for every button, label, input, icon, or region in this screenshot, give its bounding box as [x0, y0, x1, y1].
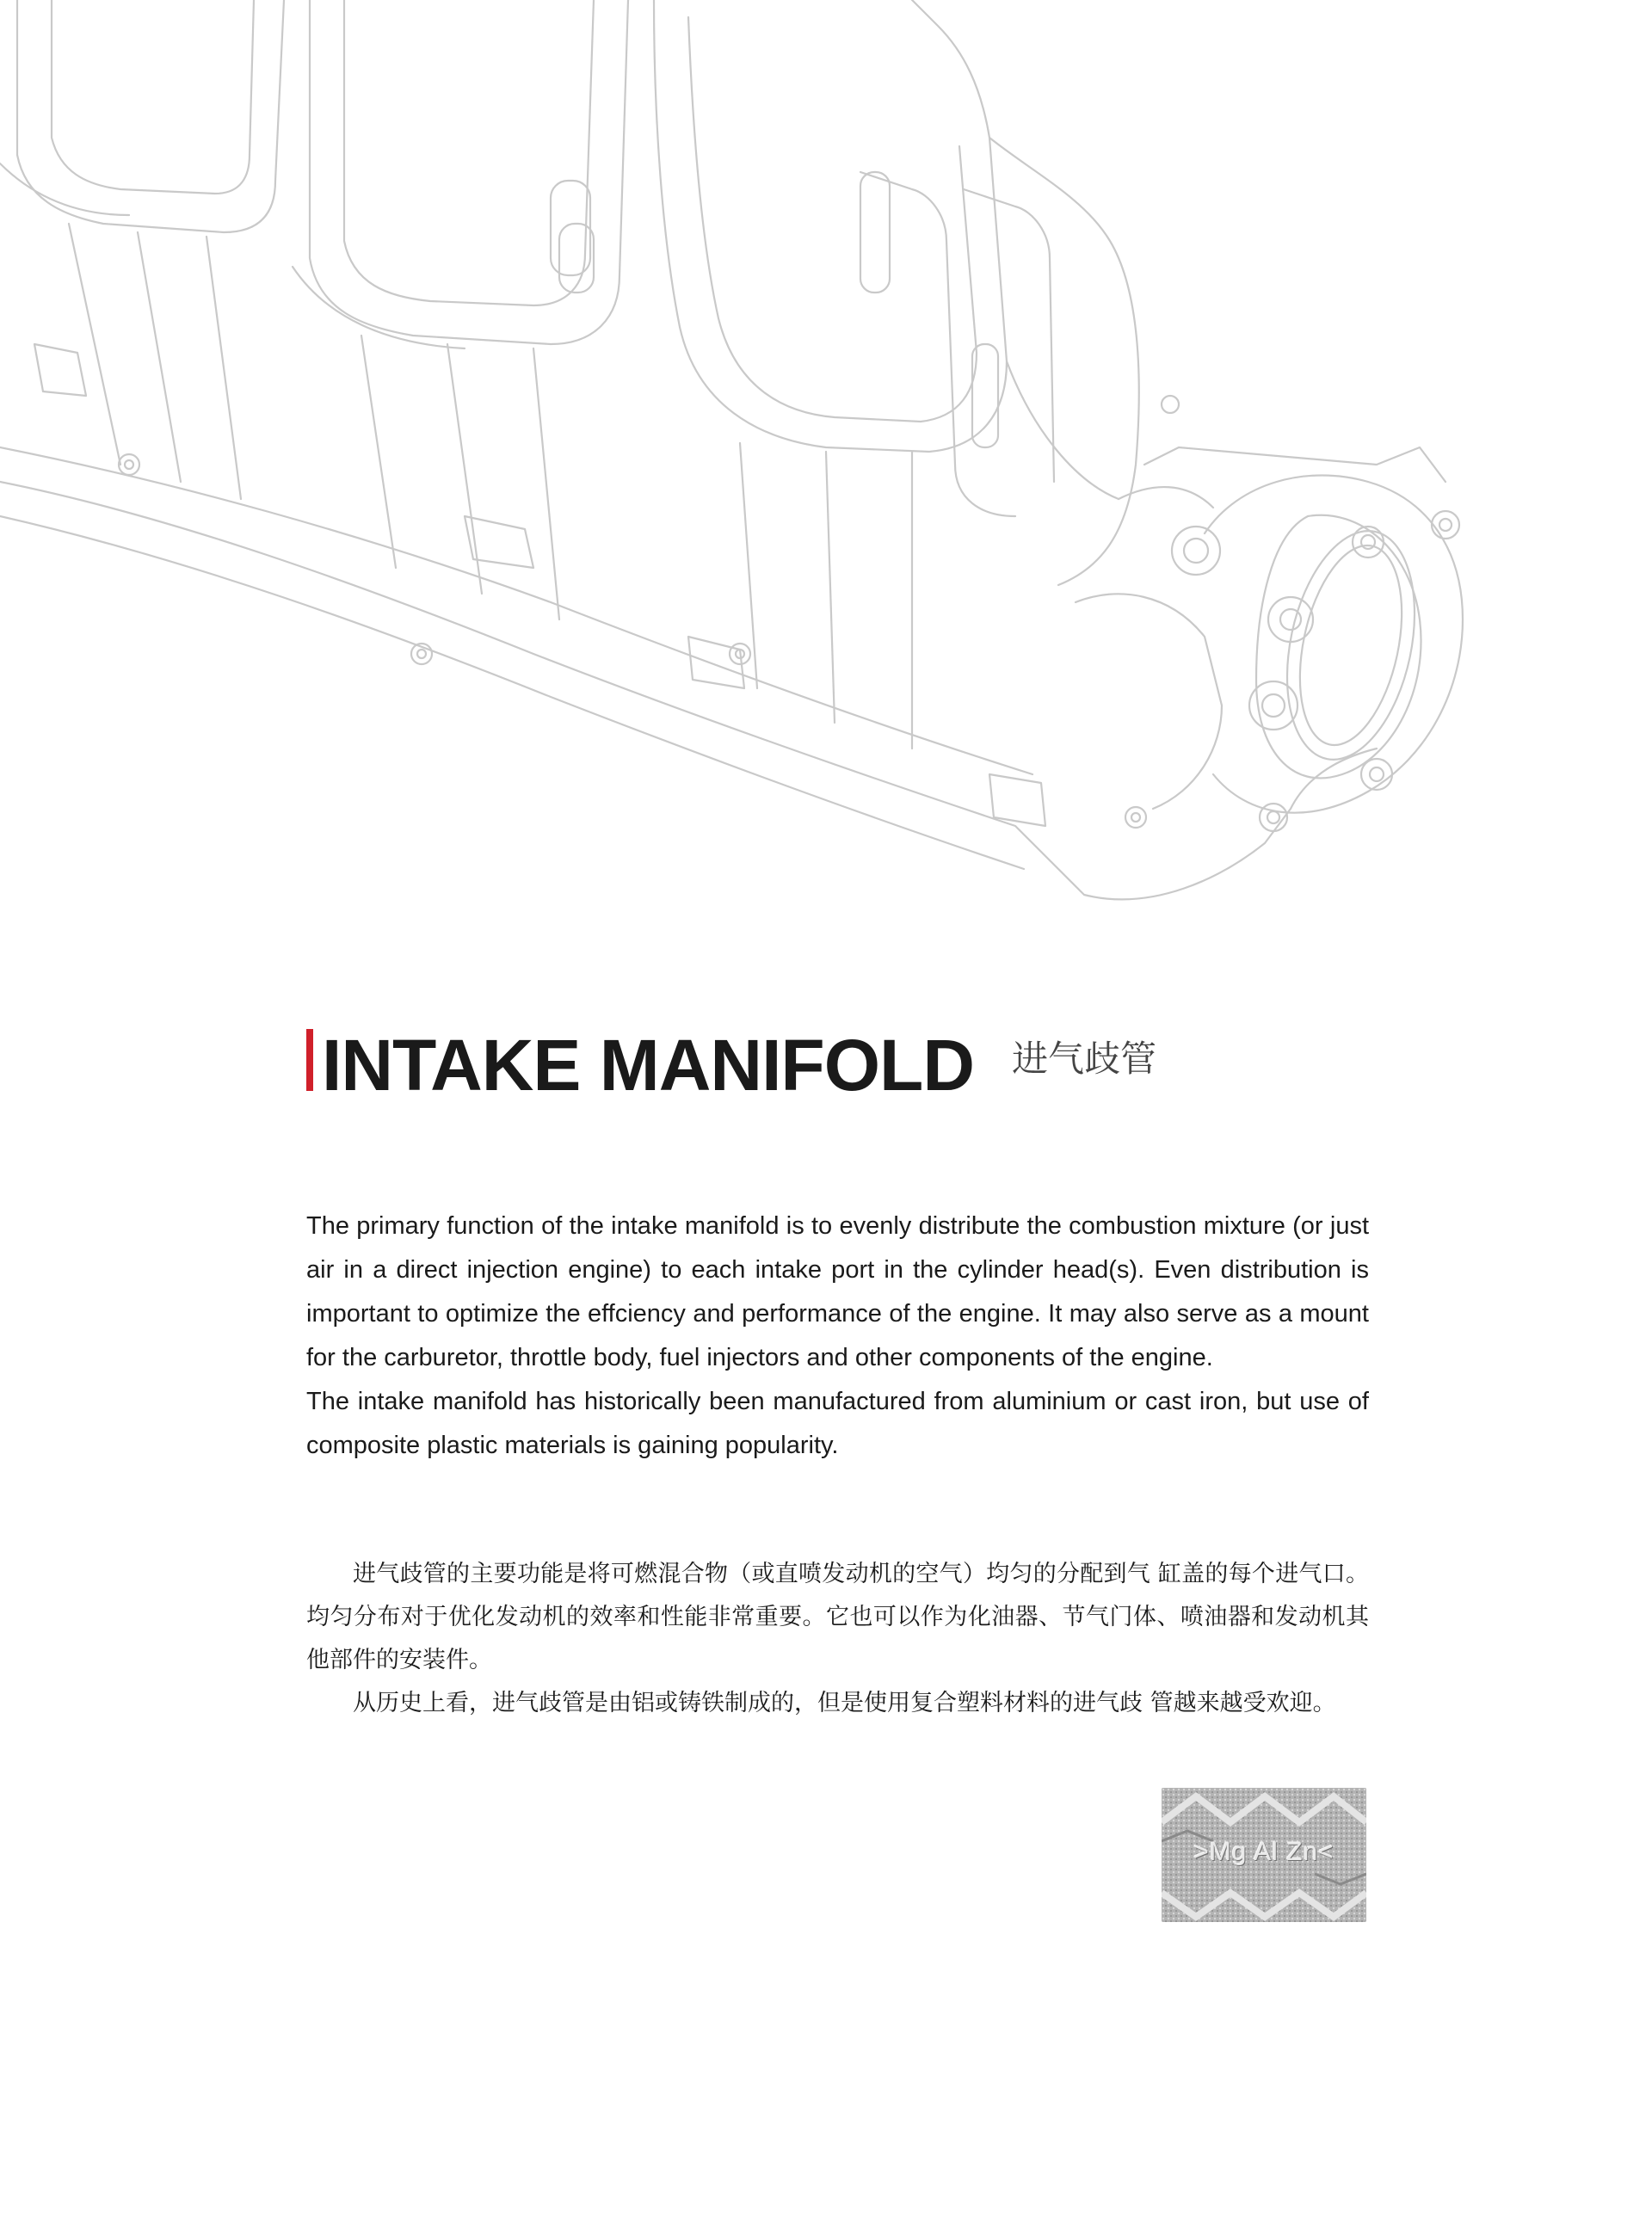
page-heading — [306, 1015, 1157, 1106]
chinese-description — [306, 1553, 1369, 1725]
english-paragraph-2: The intake manifold has historically been manufactured from aluminium or cast iron, but use of composite plastic materials is gaining popularity. — [306, 1388, 1369, 1459]
badge-label: >Mg Al Zn< — [1193, 1838, 1335, 1866]
title-chinese: 进气歧管 — [1012, 1038, 1157, 1080]
title-accent-bar — [306, 1029, 313, 1091]
material-badge — [1162, 1788, 1366, 1922]
chinese-paragraph-1: 进气歧管的主要功能是将可燃混合物（或直喷发动机的空气）均匀的分配到气 缸盖的每个进气口。均匀分布对于优化发动机的效率和性能非常重要。它也可以作为化油器、节气门体、喷油器和发动机其他部件的安装件。 — [306, 1561, 1369, 1673]
chinese-paragraph-2: 从历史上看，进气歧管是由铝或铸铁制成的，但是使用复合塑料材料的进气歧 管越来越受欢迎。 — [353, 1690, 1336, 1716]
english-description — [306, 1204, 1369, 1468]
title-english: INTAKE MANIFOLD — [322, 1025, 975, 1106]
english-paragraph-1: The primary function of the intake manifold is to evenly distribute the combustion mixture (or just air in a direct injection engine) to each intake port in the cylinder head(s). Even distribution is important to optimize the effciency and performance of the engine. It may also serve as a mount for the carburetor, throttle body, fuel injectors and other components of the engine. — [306, 1212, 1369, 1371]
intake-manifold-illustration — [0, 0, 1652, 929]
